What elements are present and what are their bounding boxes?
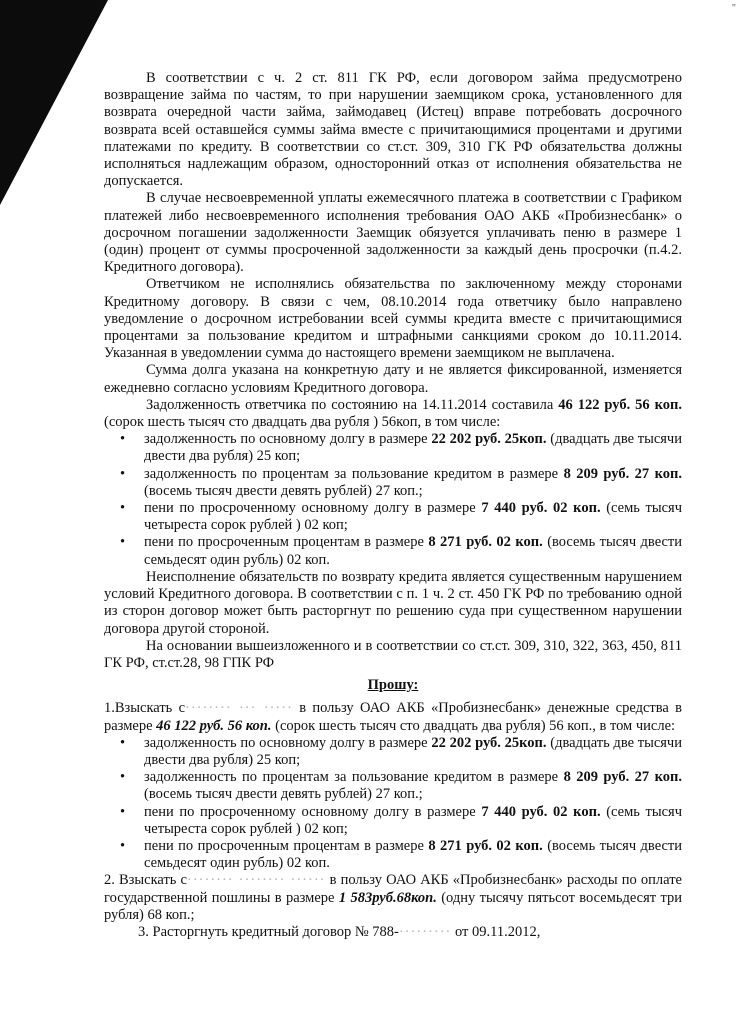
paragraph-7: На основании вышеизложенного и в соответствии со ст.ст. 309, 310, 322, 363, 450, 811 ГК РФ, ст.ст.28, 98 ГПК РФ [104, 637, 682, 671]
total-debt-amount: 46 122 руб. 56 коп. [558, 396, 682, 413]
paragraph-6: Неисполнение обязательств по возврату кредита является существенным нарушением условий Кредитного договора. В соответствии с п. 1 ч. 2 ст. 450 ГК РФ по требованию одной из сторон договор может быть расторгнут по решению суда при существенном нарушении договора другой стороной. [104, 568, 682, 637]
list-item: • пени по просроченным процентам в размере 8 271 руб. 02 коп. (восемь тысяч двести семьдесят один рубль) 02 коп. [144, 838, 682, 872]
list-item: • задолженность по процентам за пользование кредитом в размере 8 209 руб. 27 коп. (восемь тысяч двести девять рублей) 27 коп.; [144, 466, 682, 500]
list-item: • задолженность по основному долгу в размере 22 202 руб. 25коп. (двадцать две тысячи двести два рубля) 25 коп; [144, 431, 682, 465]
paragraph-5: Задолженность ответчика по состоянию на 14.11.2014 составила 46 122 руб. 56 коп. (сорок шесть тысяч сто двадцать два рубля ) 56коп, в том числе: [104, 396, 682, 431]
list-item: • пени по просроченному основному долгу в размере 7 440 руб. 02 коп. (семь тысяч четыреста сорок рублей ) 02 коп; [144, 500, 682, 534]
claim-1-amount: 46 122 руб. 56 коп. [156, 717, 272, 734]
paragraph-3: Ответчиком не исполнялись обязательства по заключенному между сторонами Кредитному договору. В связи с чем, 08.10.2014 года ответчику было направлено уведомление о досрочном истребовании всей суммы кредита вместе с причитающимися процентами за пользование кредитом и штрафными санкциями сроком до 10.11.2014. Указанная в уведомлении сумма до настоящего времени заемщиком не выплачена. [104, 276, 682, 362]
claim-1: 1.Взыскать с········ ··· ····· в пользу ОАО АКБ «Пробизнесбанк» денежные средства в размере 46 122 руб. 56 коп. (сорок шесть тысяч сто двадцать два рубля) 56 коп., в том числе: [104, 700, 682, 734]
list-item: • пени по просроченному основному долгу в размере 7 440 руб. 02 коп. (семь тысяч четыреста сорок рублей ) 02 коп; [144, 804, 682, 838]
claim-2-amount: 1 583руб.68коп. [338, 889, 437, 906]
claim-3: 3. Расторгнуть кредитный договор № 788-········· от 09.11.2012, [138, 923, 541, 940]
debt-breakdown-list [104, 431, 682, 569]
paragraph-1: В соответствии с ч. 2 ст. 811 ГК РФ, если договором займа предусмотрено возвращение займа по частям, то при нарушении заемщиком срока, установленного для возврата очередной части займа, займодавец (Истец) вправе потребовать досрочного возврата всей оставшейся суммы займа вместе с причитающимися процентами и другими платежами по кредиту. В соответствии со ст.ст. 309, 310 ГК РФ обязательства должны исполняться надлежащим образом, односторонний отказ от исполнения обязательства не допускается. [104, 70, 682, 190]
scan-corner-shadow [0, 0, 108, 205]
document-page [104, 70, 682, 941]
list-item: • задолженность по процентам за пользование кредитом в размере 8 209 руб. 27 коп. (восемь тысяч двести девять рублей) 27 коп.; [144, 769, 682, 803]
redacted-name: ········ ········ ······ [187, 872, 326, 889]
claim-2: 2. Взыскать с········ ········ ······ в пользу ОАО АКБ «Пробизнесбанк» расходы по оплате государственной пошлины в размере 1 583руб.68коп. (одну тысячу пятьсот восемьдесят три рубля) 68 коп.; [104, 872, 682, 923]
paragraph-4: Сумма долга указана на конкретную дату и не является фиксированной, изменяется ежедневно согласно условиям Кредитного договора. [104, 362, 682, 396]
corner-mark: " [731, 3, 736, 14]
redacted-name: ········ ··· ····· [185, 700, 293, 717]
request-heading: Прошу: [367, 677, 419, 694]
redacted-contract-number: ········· [398, 923, 452, 940]
list-item: • пени по просроченным процентам в размере 8 271 руб. 02 коп. (восемь тысяч двести семьдесят один рубль) 02 коп. [144, 534, 682, 568]
claim-breakdown-list [104, 735, 682, 873]
paragraph-2: В случае несвоевременной уплаты ежемесячного платежа в соответствии с Графиком платежей либо несвоевременного исполнения требования ОАО АКБ «Пробизнесбанк» о досрочном погашении задолженности Заемщик обязуется уплачивать пеню в размере 1 (один) процент от суммы просроченной задолженности за каждый день просрочки (п.4.2. Кредитного договора). [104, 190, 682, 276]
list-item: • задолженность по основному долгу в размере 22 202 руб. 25коп. (двадцать две тысячи двести два рубля) 25 коп; [144, 735, 682, 769]
